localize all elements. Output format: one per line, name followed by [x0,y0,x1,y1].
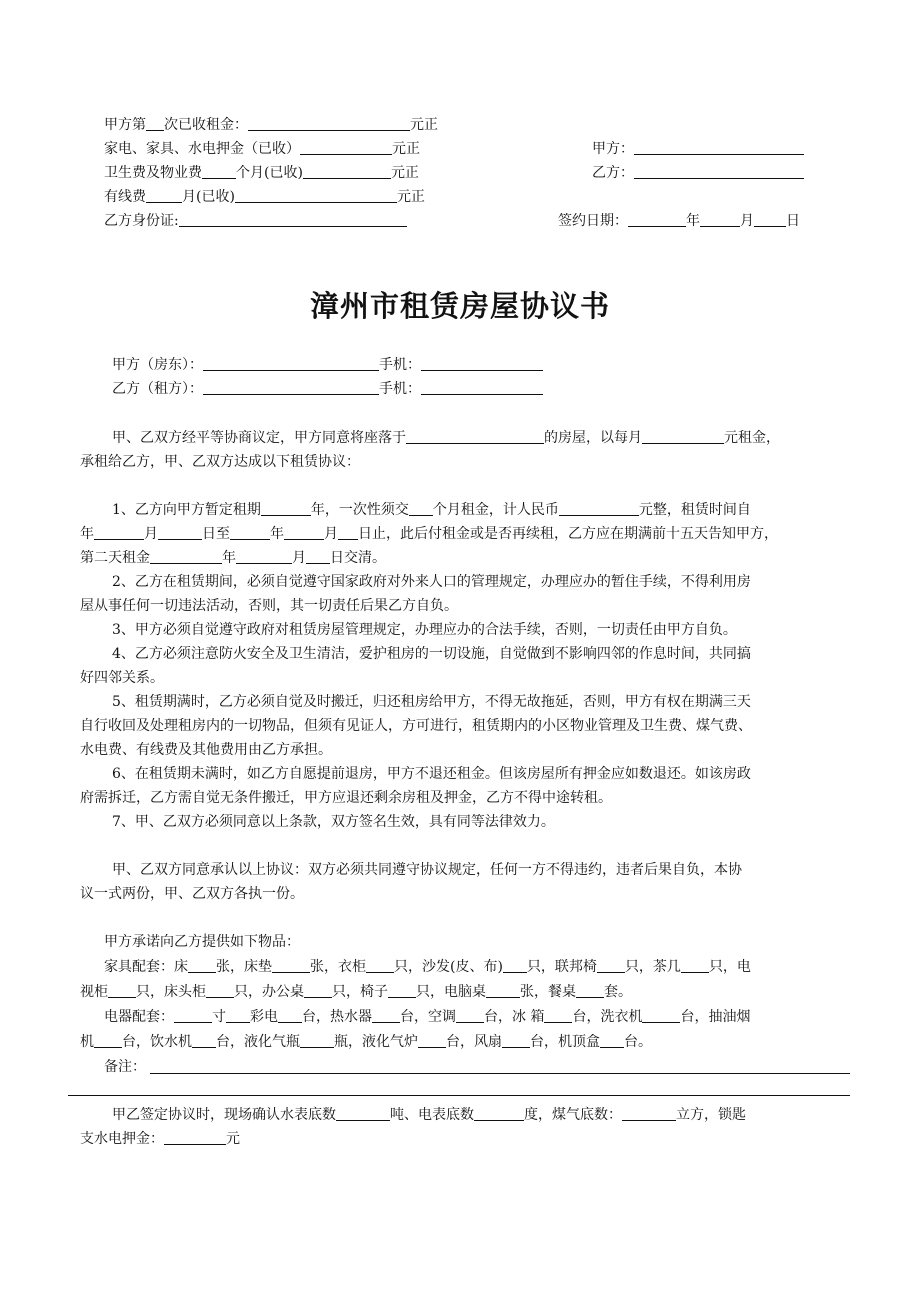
month-label: 月 [740,213,754,229]
meter-text: 立方，锁匙 [676,1107,746,1123]
item-text: 台，液化气瓶 [216,1034,300,1050]
item-text: 只，电 [708,959,751,975]
blank[interactable] [409,501,433,516]
sanitation-label: 卫生费及物业费 [104,165,202,181]
blank[interactable] [421,380,543,395]
blank[interactable] [634,164,804,179]
blank[interactable] [456,1008,484,1023]
meter-text: 甲乙签定协议时，现场确认水表底数 [112,1107,336,1123]
day-label: 日 [786,213,800,229]
blank[interactable] [146,116,164,131]
clause-text: 月 [144,526,158,542]
rent-label: 甲方第 [104,117,146,133]
landlord-label: 甲方（房东）： [112,357,203,373]
blank[interactable] [502,1033,530,1048]
blank[interactable] [146,188,182,203]
item-text: 台，洗衣机 [572,1009,643,1025]
clause-1-line-1 [112,500,751,520]
blank[interactable] [203,356,379,371]
deposit-suffix: 元正 [392,141,420,157]
blank[interactable] [503,958,527,973]
item-text: 台，饮水机 [122,1034,192,1050]
party-b-label: 乙方： [592,165,634,181]
blank[interactable] [372,1008,400,1023]
clause-text: 年 [80,526,94,542]
electric-line-2 [80,1032,652,1052]
blank[interactable] [108,983,136,998]
intro-line-2: 承租给乙方，甲、乙双方达成以下租赁协议： [80,454,360,470]
cable-mid: 月(已收) [182,189,235,205]
blank[interactable] [261,501,311,516]
blank[interactable] [634,140,804,155]
cable-label: 有线费 [104,189,146,205]
clause-6-line-1: 6、在租赁期未满时，如乙方自愿提前退房，甲方不退还租金。但该房屋所有押金应如数退还。如该房政 [112,766,751,782]
id-label: 乙方身份证: [104,213,179,229]
blank[interactable] [421,356,543,371]
blank[interactable] [94,1033,122,1048]
blank[interactable] [164,1130,226,1145]
items-heading: 甲方承诺向乙方提供如下物品： [104,934,300,950]
sign-party-b [592,163,804,183]
sign-party-a [592,139,804,159]
meter-text: 支水电押金： [80,1131,164,1147]
clause-1-line-3 [80,548,386,568]
item-text: 张，餐桌 [520,984,576,1000]
furniture-label: 家具配套：床 [104,959,188,975]
meter-text: 吨、电表底数 [390,1107,474,1123]
blank[interactable] [681,958,709,973]
item-text: 台。 [624,1034,652,1050]
blank[interactable] [306,549,330,564]
blank[interactable] [388,983,416,998]
blank[interactable] [406,429,544,444]
clause-4-line-2: 好四邻关系。 [80,670,164,686]
item-text: 只，茶几 [624,959,681,975]
blank[interactable] [179,212,407,227]
blank[interactable] [418,1033,446,1048]
blank[interactable] [94,525,144,540]
blank[interactable] [174,1008,212,1023]
blank[interactable] [754,212,786,227]
clause-2-line-2: 屋从事任何一切违法活动，否则，其一切责任后果乙方自负。 [80,598,458,614]
party-a-label: 甲方： [592,141,634,157]
clause-5-line-2: 自行收回及处理租房内的一切物品，但须有见证人，方可进行，租赁期内的小区物业管理及卫生费、煤气费、 [80,718,752,734]
blank[interactable] [206,983,234,998]
item-text: 视柜 [80,984,108,1000]
item-text: 台，热水器 [302,1009,372,1025]
blank[interactable] [150,549,222,564]
item-text: 只，沙发(皮、布) [394,959,503,975]
tenant-label: 乙方（租方）： [112,381,203,397]
item-text: 套。 [604,984,632,1000]
blank[interactable] [230,525,270,540]
item-text: 张，衣柜 [310,959,366,975]
blank[interactable] [700,212,740,227]
item-text: 寸 [212,1009,226,1025]
blank[interactable] [300,140,392,155]
receipt-cable-line [104,187,425,207]
divider [68,1095,850,1096]
clause-3: 3、甲方必须自觉遵守政府对租赁房屋管理规定，办理应办的合法手续，否则，一切责任由甲方自负。 [112,622,737,638]
blank[interactable] [188,958,216,973]
furniture-line-1 [104,957,751,977]
blank[interactable] [622,1106,676,1121]
clause-1-line-2 [80,524,778,544]
blank[interactable] [202,164,236,179]
blank[interactable] [366,958,394,973]
item-text: 只，床头柜 [136,984,206,1000]
intro-text: 甲、乙双方经平等协商议定，甲方同意将座落于 [112,430,406,446]
receipt-deposit-line [104,139,420,159]
clause-text: 年 [270,526,284,542]
sanitation-mid: 个月(已收) [236,165,303,181]
year-label: 年 [686,213,700,229]
clause-5-line-1: 5、租赁期满时，乙方必须自觉及时搬迁，归还租房给甲方，不得无故拖延，否则，甲方有权在期满三天 [112,694,751,710]
blank[interactable] [628,212,686,227]
meter-line-2 [80,1129,240,1149]
item-text: 彩电 [250,1009,278,1025]
clause-text: 月 [292,550,306,566]
party-b-line [112,379,543,399]
blank[interactable] [474,1106,524,1121]
receipt-sanitation-line [104,163,419,183]
phone-label: 手机： [379,357,421,373]
sign-date [558,211,800,231]
blank[interactable] [559,501,639,516]
receipt-rent-line [104,115,438,135]
blank[interactable] [300,1033,334,1048]
item-text: 只，椅子 [332,984,388,1000]
remark-line[interactable] [150,1073,850,1074]
clause-text: 第二天租金 [80,550,150,566]
blank[interactable] [203,380,379,395]
blank[interactable] [192,1033,216,1048]
blank[interactable] [600,1033,624,1048]
blank[interactable] [272,958,310,973]
clause-text: 日止，此后付租金或是否再续租，乙方应在期满前十五天告知甲方， [358,526,778,542]
clause-text: 年 [222,550,236,566]
blank[interactable] [303,164,391,179]
item-text: 台，空调 [400,1009,456,1025]
clause-7: 7、甲、乙双方必须同意以上条款，双方签名生效，具有同等法律效力。 [112,814,555,830]
clause-2-line-1: 2、乙方在租赁期间，必须自觉遵守国家政府对外来人口的管理规定，办理应办的暂住手续，不得利用房 [112,574,751,590]
blank[interactable] [576,983,604,998]
item-text: 台，冰 箱 [484,1009,545,1025]
blank[interactable] [226,1008,250,1023]
clause-5-line-3: 水电费、有线费及其他费用由乙方承担。 [80,742,332,758]
blank[interactable] [284,525,324,540]
rent-suffix: 元正 [410,117,438,133]
item-text: 瓶，液化气炉 [334,1034,418,1050]
meter-text: 度，煤气底数： [524,1107,622,1123]
blank[interactable] [642,429,724,444]
remark-label: 备注： [104,1059,146,1075]
item-text: 只，联邦椅 [526,959,597,975]
item-text: 机 [80,1034,94,1050]
receipt-id-line [104,211,407,231]
date-label: 签约日期： [558,213,628,229]
sanitation-suffix: 元正 [390,165,419,181]
clause-text: 月 [324,526,338,542]
item-text: 台，抽油烟 [680,1009,751,1025]
deposit-label: 家电、家具、水电押金（已收） [104,141,300,157]
blank[interactable] [544,1008,572,1023]
clause-text: 日至 [202,526,230,542]
blank[interactable] [158,525,202,540]
item-text: 只，电脑桌 [416,984,486,1000]
cable-suffix: 元正 [396,189,425,205]
agreement-line-2: 议一式两份，甲、乙双方各执一份。 [80,886,304,902]
furniture-line-2 [80,982,632,1002]
blank[interactable] [338,525,358,540]
clause-text: 年，一次性须交 [310,502,409,518]
electric-line-1 [104,1007,750,1027]
clause-4-line-1: 4、乙方必须注意防火安全及卫生清洁，爱护租房的一切设施，自觉做到不影响四邻的作息时间，共同搞 [112,646,751,662]
phone-label: 手机： [379,381,421,397]
meter-text: 元 [226,1131,240,1147]
blank[interactable] [235,188,397,203]
item-text: 台，风扇 [446,1034,502,1050]
blank[interactable] [642,1008,680,1023]
blank[interactable] [248,116,410,131]
blank[interactable] [336,1106,390,1121]
intro-text: 元租金， [724,430,780,446]
agreement-line-1: 甲、乙双方同意承认以上协议：双方必须共同遵守协议规定，任何一方不得违约，违者后果自负，本协 [112,862,742,878]
document-title: 漳州市租赁房屋协议书 [309,289,610,323]
clause-text: 1、乙方向甲方暂定租期 [112,502,261,518]
intro-line-1 [112,428,780,448]
item-text: 张，床垫 [216,959,272,975]
clause-text: 个月租金，计人民币 [432,502,559,518]
clause-text: 日交清。 [330,550,386,566]
blank[interactable] [304,983,332,998]
item-text: 台，机顶盒 [530,1034,600,1050]
blank[interactable] [597,958,625,973]
item-text: 只，办公桌 [234,984,304,1000]
intro-text: 的房屋，以每月 [544,430,642,446]
electric-label: 电器配套： [104,1009,174,1025]
party-a-line [112,355,543,375]
blank[interactable] [236,549,292,564]
clause-text: 元整，租赁时间自 [638,502,751,518]
blank[interactable] [486,983,520,998]
meter-line-1 [112,1105,746,1125]
clause-6-line-2: 府需拆迁，乙方需自觉无条件搬迁，甲方应退还剩余房租及押金，乙方不得中途转租。 [80,790,612,806]
rent-mid: 次已收租金： [164,117,248,133]
blank[interactable] [278,1008,302,1023]
